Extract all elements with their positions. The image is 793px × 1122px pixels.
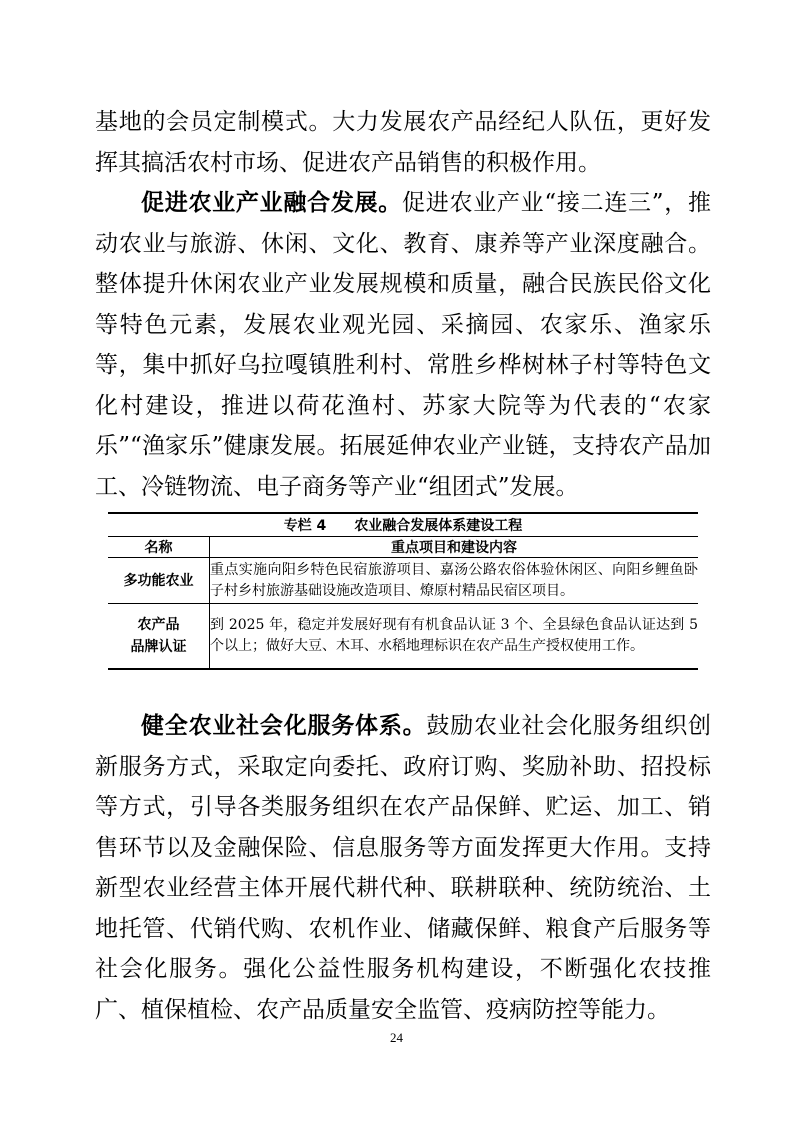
paragraph-social-services [95,706,711,1030]
row-name-line: 品牌认证 [130,639,187,655]
feature-box-table [108,512,698,670]
paragraph-text: 基地的会员定制模式。大力发展农产品经纪人队伍，更好发挥其搞活农村市场、促进农产品销售的积极作用。 [95,109,711,176]
row-content: 到 2025 年，稳定并发展好现有有机食品认证 3 个、全县绿色食品认证达到 5 个以上；做好大豆、木耳、水稻地理标识在农产品生产授权使用工作。 [210,604,699,670]
box-caption-row [108,513,698,537]
paragraph-industry-integration [95,183,711,507]
row-content: 重点实施向阳乡特色民宿旅游项目、嘉汤公路农俗体验休闲区、向阳乡鲤鱼卧子村乡村旅游基础设施改造项目、燎原村精品民宿区项目。 [210,558,699,604]
paragraph-continued [95,102,711,183]
row-name: 多功能农业 [108,558,210,604]
box-caption [108,513,698,537]
paragraph-lead: 健全农业社会化服务体系。 [141,713,427,739]
table-row [108,604,698,670]
row-name-line: 农产品 [137,617,180,633]
page-number: 24 [390,1030,403,1045]
box-title: 农业融合发展体系建设工程 [354,518,523,534]
paragraph-lead: 促进农业产业融合发展。 [141,190,403,216]
paragraph-text: 促进农业产业“接二连三”，推动农业与旅游、休闲、文化、教育、康养等产业深度融合。整体提升休闲农业产业发展规模和质量，融合民族民俗文化等特色元素，发展农业观光园、采摘园、农家乐、渔家乐等，集中抓好乌拉嘎镇胜利村、常胜乡桦树林子村等特色文化村建设，推进以荷花渔村、苏家大院等为代表的“农家乐”“渔家乐”健康发展。拓展延伸农业产业链，支持农产品加工、冷链物流、电子商务等产业“组团式”发展。 [95,190,711,500]
column-header-content: 重点项目和建设内容 [210,537,699,558]
column-header-name: 名称 [108,537,210,558]
paragraph-text: 鼓励农业社会化服务组织创新服务方式，采取定向委托、政府订购、奖励补助、招投标等方式，引导各类服务组织在农产品保鲜、贮运、加工、销售环节以及金融保险、信息服务等方面发挥更大作用。支持新型农业经营主体开展代耕代种、联耕联种、统防统治、土地托管、代销代购、农机作业、储藏保鲜、粮食产后服务等社会化服务。强化公益性服务机构建设，不断强化农技推广、植保植检、农产品质量安全监管、疫病防控等能力。 [95,713,712,1023]
box-number: 专栏 4 [283,518,327,534]
table-row [108,558,698,604]
row-name [108,604,210,670]
box-header-row [108,537,698,558]
